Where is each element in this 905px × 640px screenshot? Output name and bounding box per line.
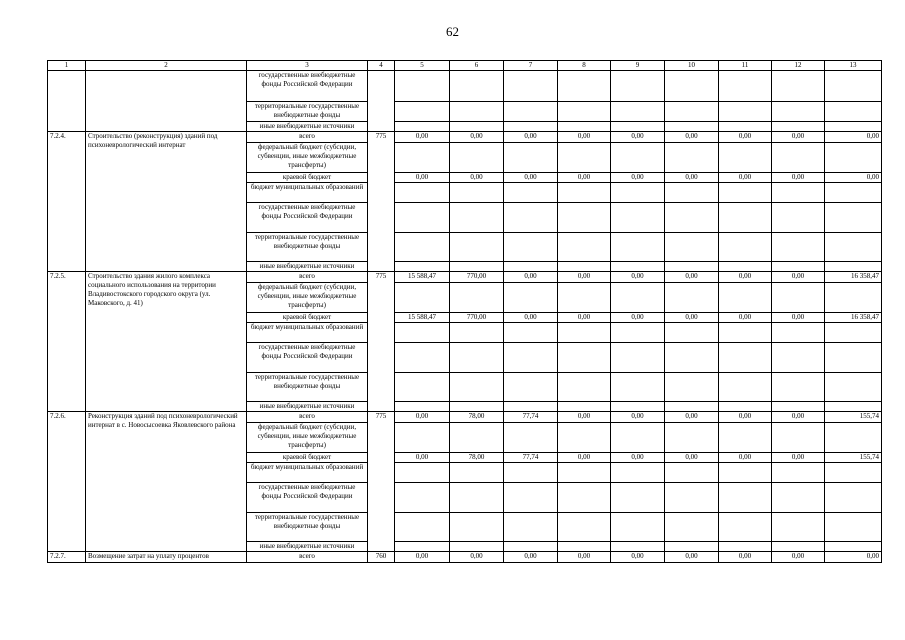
funding-source: краевой бюджет xyxy=(247,453,368,463)
value-cell xyxy=(558,233,611,262)
value-cell xyxy=(665,513,719,542)
table-row xyxy=(48,552,882,563)
value-cell xyxy=(665,183,719,203)
value-cell xyxy=(395,513,450,542)
value-cell xyxy=(504,183,558,203)
column-header-1: 1 xyxy=(48,61,86,71)
value-cell: 78,00 xyxy=(450,412,504,423)
page-number: 62 xyxy=(446,24,459,39)
value-cell: 0,00 xyxy=(450,132,504,143)
value-cell xyxy=(611,71,665,102)
value-cell: 15 588,47 xyxy=(395,272,450,283)
value-cell xyxy=(719,463,772,483)
value-cell: 0,00 xyxy=(665,313,719,323)
value-cell xyxy=(611,102,665,122)
value-cell xyxy=(611,323,665,343)
value-cell: 0,00 xyxy=(395,173,450,183)
value-cell xyxy=(719,513,772,542)
item-name: Строительство здания жилого комплекса социального использования на территории Владивостокского городского округа (ул. Маковского, д. 41) xyxy=(86,272,247,412)
funding-source: государственные внебюджетные фонды Российской Федерации xyxy=(247,343,368,373)
value-cell xyxy=(611,283,665,313)
value-cell xyxy=(772,71,825,102)
value-cell xyxy=(825,283,882,313)
grbs-code: 760 xyxy=(368,552,395,563)
value-cell: 0,00 xyxy=(665,272,719,283)
value-cell: 0,00 xyxy=(772,313,825,323)
value-cell xyxy=(719,102,772,122)
value-cell xyxy=(504,423,558,453)
value-cell xyxy=(395,542,450,552)
value-cell: 0,00 xyxy=(719,412,772,423)
column-header-2: 2 xyxy=(86,61,247,71)
value-cell xyxy=(558,122,611,132)
value-cell xyxy=(611,373,665,402)
value-cell xyxy=(504,262,558,272)
column-header-4: 4 xyxy=(368,61,395,71)
value-cell xyxy=(558,102,611,122)
funding-source: территориальные государственные внебюджетные фонды xyxy=(247,373,368,402)
value-cell xyxy=(719,203,772,233)
value-cell xyxy=(719,71,772,102)
funding-source: федеральный бюджет (субсидии, субвенции, иные межбюджетные трансферты) xyxy=(247,143,368,173)
value-cell xyxy=(450,233,504,262)
value-cell xyxy=(504,513,558,542)
value-cell xyxy=(665,283,719,313)
value-cell xyxy=(450,463,504,483)
value-cell xyxy=(772,423,825,453)
value-cell xyxy=(395,402,450,412)
value-cell xyxy=(395,343,450,373)
value-cell: 77,74 xyxy=(504,453,558,463)
value-cell xyxy=(558,423,611,453)
value-cell: 0,00 xyxy=(825,552,882,563)
value-cell xyxy=(450,71,504,102)
grbs-cell xyxy=(368,71,395,132)
value-cell: 0,00 xyxy=(772,173,825,183)
value-cell: 0,00 xyxy=(719,272,772,283)
value-cell: 0,00 xyxy=(395,552,450,563)
value-cell xyxy=(772,343,825,373)
column-header-13: 13 xyxy=(825,61,882,71)
value-cell xyxy=(558,463,611,483)
column-header-3: 3 xyxy=(247,61,368,71)
value-cell xyxy=(395,203,450,233)
value-cell xyxy=(558,402,611,412)
value-cell: 0,00 xyxy=(558,453,611,463)
funding-source: территориальные государственные внебюджетные фонды xyxy=(247,102,368,122)
value-cell xyxy=(504,483,558,513)
table-row xyxy=(48,412,882,423)
value-cell xyxy=(825,262,882,272)
value-cell: 0,00 xyxy=(504,173,558,183)
value-cell: 0,00 xyxy=(611,552,665,563)
value-cell xyxy=(611,203,665,233)
value-cell xyxy=(450,423,504,453)
grbs-code: 775 xyxy=(368,272,395,412)
value-cell: 0,00 xyxy=(719,132,772,143)
value-cell xyxy=(611,343,665,373)
value-cell: 0,00 xyxy=(825,132,882,143)
value-cell: 0,00 xyxy=(772,272,825,283)
value-cell: 78,00 xyxy=(450,453,504,463)
value-cell xyxy=(611,423,665,453)
value-cell: 0,00 xyxy=(825,173,882,183)
column-header-11: 11 xyxy=(719,61,772,71)
value-cell: 0,00 xyxy=(719,173,772,183)
funding-source: государственные внебюджетные фонды Российской Федерации xyxy=(247,483,368,513)
value-cell xyxy=(825,513,882,542)
value-cell xyxy=(719,483,772,513)
value-cell: 0,00 xyxy=(611,412,665,423)
value-cell xyxy=(825,233,882,262)
value-cell: 0,00 xyxy=(772,132,825,143)
column-header-row xyxy=(48,61,882,71)
value-cell xyxy=(450,323,504,343)
value-cell: 0,00 xyxy=(772,453,825,463)
column-header-7: 7 xyxy=(504,61,558,71)
value-cell xyxy=(450,183,504,203)
item-code-cell xyxy=(48,71,86,132)
value-cell xyxy=(558,483,611,513)
value-cell xyxy=(719,262,772,272)
value-cell: 0,00 xyxy=(665,412,719,423)
item-code: 7.2.5. xyxy=(48,272,86,412)
value-cell xyxy=(558,203,611,233)
value-cell xyxy=(450,262,504,272)
value-cell xyxy=(825,463,882,483)
item-name: Реконструкция зданий под психоневрологический интернат в с. Новосысоевка Яковлевского района xyxy=(86,412,247,552)
value-cell xyxy=(825,483,882,513)
funding-source: всего xyxy=(247,132,368,143)
value-cell: 155,74 xyxy=(825,412,882,423)
value-cell xyxy=(450,343,504,373)
value-cell xyxy=(450,542,504,552)
value-cell xyxy=(665,262,719,272)
value-cell: 0,00 xyxy=(665,173,719,183)
funding-source: иные внебюджетные источники xyxy=(247,262,368,272)
item-code: 7.2.4. xyxy=(48,132,86,272)
funding-source: краевой бюджет xyxy=(247,173,368,183)
value-cell xyxy=(772,283,825,313)
value-cell: 0,00 xyxy=(665,552,719,563)
value-cell xyxy=(825,143,882,173)
value-cell xyxy=(825,203,882,233)
value-cell xyxy=(611,233,665,262)
value-cell xyxy=(504,233,558,262)
value-cell: 0,00 xyxy=(504,272,558,283)
value-cell xyxy=(558,343,611,373)
value-cell xyxy=(504,102,558,122)
value-cell xyxy=(665,122,719,132)
value-cell xyxy=(611,262,665,272)
funding-source: федеральный бюджет (субсидии, субвенции, иные межбюджетные трансферты) xyxy=(247,423,368,453)
funding-source: иные внебюджетные источники xyxy=(247,402,368,412)
funding-source: краевой бюджет xyxy=(247,313,368,323)
value-cell xyxy=(558,373,611,402)
value-cell xyxy=(504,463,558,483)
column-header-12: 12 xyxy=(772,61,825,71)
value-cell xyxy=(665,71,719,102)
value-cell: 0,00 xyxy=(504,132,558,143)
column-header-9: 9 xyxy=(611,61,665,71)
value-cell: 0,00 xyxy=(558,173,611,183)
value-cell: 0,00 xyxy=(719,453,772,463)
value-cell: 0,00 xyxy=(772,412,825,423)
funding-source: федеральный бюджет (субсидии, субвенции, иные межбюджетные трансферты) xyxy=(247,283,368,313)
value-cell xyxy=(395,463,450,483)
value-cell xyxy=(825,122,882,132)
value-cell xyxy=(772,542,825,552)
value-cell: 0,00 xyxy=(558,552,611,563)
value-cell xyxy=(395,373,450,402)
value-cell: 0,00 xyxy=(611,313,665,323)
value-cell xyxy=(611,143,665,173)
value-cell: 770,00 xyxy=(450,272,504,283)
item-code: 7.2.7. xyxy=(48,552,86,563)
budget-table xyxy=(47,60,882,563)
value-cell xyxy=(719,402,772,412)
value-cell xyxy=(719,423,772,453)
funding-source: государственные внебюджетные фонды Российской Федерации xyxy=(247,71,368,102)
value-cell xyxy=(719,323,772,343)
value-cell xyxy=(825,373,882,402)
value-cell xyxy=(504,323,558,343)
item-name: Строительство (реконструкция) зданий под психоневрологический интернат xyxy=(86,132,247,272)
value-cell xyxy=(450,203,504,233)
funding-source: иные внебюджетные источники xyxy=(247,122,368,132)
value-cell xyxy=(825,71,882,102)
value-cell xyxy=(395,233,450,262)
value-cell: 0,00 xyxy=(611,272,665,283)
value-cell xyxy=(450,373,504,402)
value-cell: 0,00 xyxy=(504,313,558,323)
value-cell xyxy=(665,483,719,513)
value-cell xyxy=(504,143,558,173)
value-cell xyxy=(611,483,665,513)
value-cell xyxy=(395,71,450,102)
column-header-6: 6 xyxy=(450,61,504,71)
value-cell xyxy=(395,283,450,313)
table-row xyxy=(48,272,882,283)
value-cell xyxy=(611,402,665,412)
value-cell: 16 358,47 xyxy=(825,272,882,283)
value-cell xyxy=(395,122,450,132)
value-cell: 0,00 xyxy=(772,552,825,563)
value-cell xyxy=(558,283,611,313)
value-cell xyxy=(825,402,882,412)
value-cell xyxy=(450,143,504,173)
value-cell xyxy=(558,542,611,552)
value-cell xyxy=(772,463,825,483)
value-cell: 0,00 xyxy=(450,552,504,563)
value-cell xyxy=(665,203,719,233)
value-cell xyxy=(558,323,611,343)
value-cell xyxy=(450,283,504,313)
value-cell xyxy=(611,183,665,203)
value-cell: 0,00 xyxy=(450,173,504,183)
value-cell: 0,00 xyxy=(558,412,611,423)
value-cell: 0,00 xyxy=(395,412,450,423)
value-cell: 0,00 xyxy=(395,453,450,463)
value-cell xyxy=(611,122,665,132)
value-cell xyxy=(772,513,825,542)
value-cell xyxy=(719,283,772,313)
value-cell xyxy=(395,323,450,343)
value-cell xyxy=(719,122,772,132)
value-cell: 0,00 xyxy=(611,132,665,143)
value-cell xyxy=(611,542,665,552)
value-cell xyxy=(772,402,825,412)
column-header-10: 10 xyxy=(665,61,719,71)
value-cell: 0,00 xyxy=(504,552,558,563)
value-cell xyxy=(825,542,882,552)
value-cell xyxy=(450,122,504,132)
value-cell xyxy=(665,143,719,173)
value-cell xyxy=(825,102,882,122)
value-cell xyxy=(772,483,825,513)
value-cell xyxy=(719,373,772,402)
value-cell: 0,00 xyxy=(665,132,719,143)
funding-source: бюджет муниципальных образований xyxy=(247,183,368,203)
value-cell: 0,00 xyxy=(558,132,611,143)
funding-source: бюджет муниципальных образований xyxy=(247,463,368,483)
value-cell xyxy=(504,203,558,233)
value-cell xyxy=(395,102,450,122)
value-cell: 0,00 xyxy=(665,453,719,463)
funding-source: всего xyxy=(247,412,368,423)
value-cell: 155,74 xyxy=(825,453,882,463)
value-cell xyxy=(450,102,504,122)
value-cell xyxy=(719,343,772,373)
value-cell xyxy=(772,203,825,233)
item-name: Возмещение затрат на уплату процентов xyxy=(86,552,247,563)
value-cell xyxy=(558,143,611,173)
value-cell xyxy=(558,183,611,203)
value-cell: 0,00 xyxy=(558,272,611,283)
value-cell: 0,00 xyxy=(611,173,665,183)
value-cell xyxy=(665,542,719,552)
continuation-row xyxy=(48,71,882,102)
value-cell xyxy=(504,283,558,313)
value-cell: 77,74 xyxy=(504,412,558,423)
value-cell xyxy=(772,183,825,203)
value-cell xyxy=(665,102,719,122)
value-cell xyxy=(450,483,504,513)
value-cell xyxy=(665,423,719,453)
value-cell xyxy=(719,233,772,262)
table-row xyxy=(48,132,882,143)
value-cell xyxy=(665,402,719,412)
funding-source: территориальные государственные внебюджетные фонды xyxy=(247,513,368,542)
value-cell xyxy=(719,143,772,173)
value-cell xyxy=(558,71,611,102)
value-cell xyxy=(772,233,825,262)
value-cell xyxy=(665,373,719,402)
value-cell xyxy=(558,262,611,272)
value-cell xyxy=(504,373,558,402)
value-cell xyxy=(395,183,450,203)
value-cell: 770,00 xyxy=(450,313,504,323)
value-cell xyxy=(719,542,772,552)
value-cell xyxy=(665,463,719,483)
column-header-5: 5 xyxy=(395,61,450,71)
value-cell xyxy=(719,183,772,203)
value-cell xyxy=(504,122,558,132)
value-cell xyxy=(665,233,719,262)
value-cell xyxy=(558,513,611,542)
value-cell xyxy=(825,183,882,203)
value-cell xyxy=(665,343,719,373)
item-code: 7.2.6. xyxy=(48,412,86,552)
value-cell xyxy=(395,143,450,173)
value-cell xyxy=(504,542,558,552)
value-cell xyxy=(665,323,719,343)
value-cell: 0,00 xyxy=(719,552,772,563)
value-cell xyxy=(825,323,882,343)
funding-source: бюджет муниципальных образований xyxy=(247,323,368,343)
value-cell xyxy=(825,423,882,453)
value-cell xyxy=(825,343,882,373)
value-cell xyxy=(395,262,450,272)
column-header-8: 8 xyxy=(558,61,611,71)
value-cell xyxy=(504,402,558,412)
value-cell: 0,00 xyxy=(395,132,450,143)
value-cell xyxy=(395,423,450,453)
value-cell xyxy=(450,513,504,542)
funding-source: всего xyxy=(247,272,368,283)
value-cell xyxy=(395,483,450,513)
grbs-code: 775 xyxy=(368,132,395,272)
grbs-code: 775 xyxy=(368,412,395,552)
funding-source: государственные внебюджетные фонды Российской Федерации xyxy=(247,203,368,233)
value-cell: 0,00 xyxy=(611,453,665,463)
value-cell: 16 358,47 xyxy=(825,313,882,323)
funding-source: территориальные государственные внебюджетные фонды xyxy=(247,233,368,262)
value-cell xyxy=(772,323,825,343)
value-cell xyxy=(772,122,825,132)
funding-source: всего xyxy=(247,552,368,563)
value-cell xyxy=(611,463,665,483)
value-cell xyxy=(504,71,558,102)
item-name-cell xyxy=(86,71,247,132)
value-cell xyxy=(450,402,504,412)
value-cell: 0,00 xyxy=(719,313,772,323)
funding-source: иные внебюджетные источники xyxy=(247,542,368,552)
value-cell xyxy=(772,262,825,272)
value-cell xyxy=(772,373,825,402)
value-cell: 15 588,47 xyxy=(395,313,450,323)
value-cell xyxy=(772,102,825,122)
value-cell: 0,00 xyxy=(558,313,611,323)
value-cell xyxy=(611,513,665,542)
value-cell xyxy=(772,143,825,173)
value-cell xyxy=(504,343,558,373)
